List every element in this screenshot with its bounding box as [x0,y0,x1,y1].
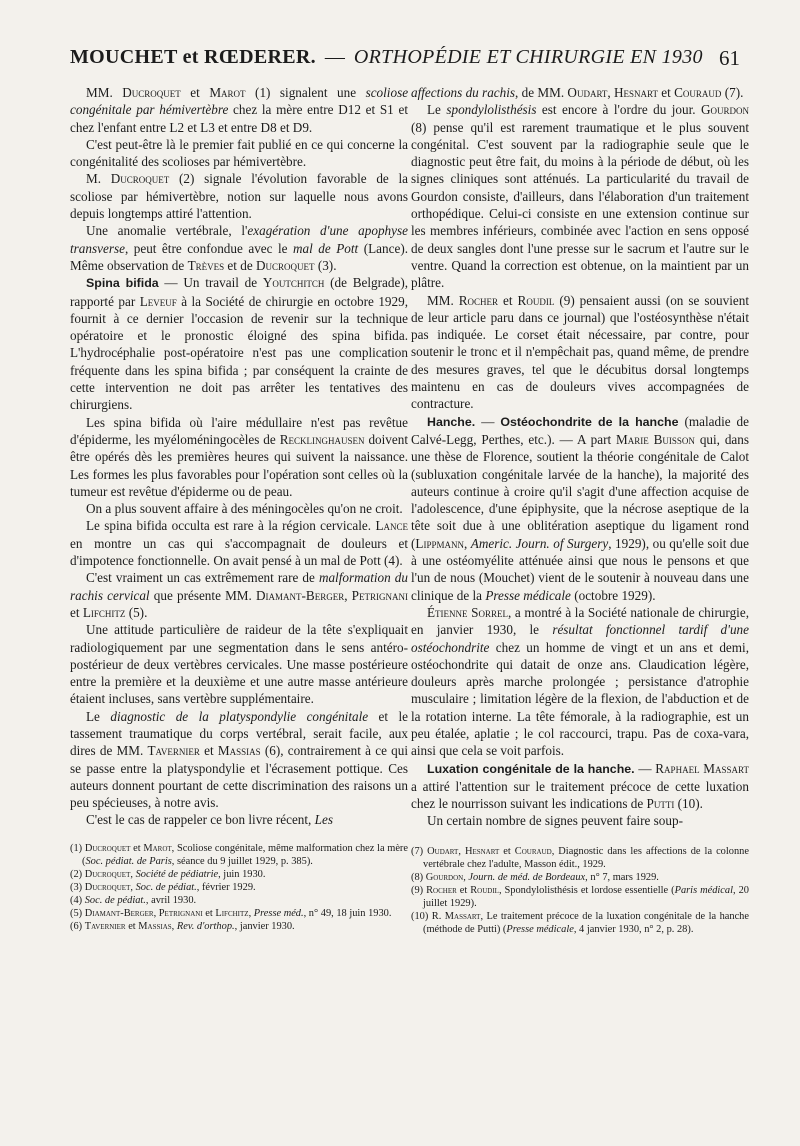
paragraph: Hanche. — Ostéochondrite de la hanche (maladie de Calvé-Legg, Perthes, etc.). — A part Marie Buisson qui, dans une thèse de Florence, soutient la théorie congénitale de Calot (subluxation congénitale larvée de la hanche), la majorité des auteurs continue à croire qu'il s'agit d'une affection acquise de l'adolescence, d'une épiphysite, que la nécrose aseptique de la tête soit due à une oblitération aseptique du ligament rond (Lippmann, Americ. Journ. of Surgery, 1929), ou qu'elle soit due à une ostéomyélite atténuée ainsi que nous le pensons et que l'un de nous (Mouchet) vient de le soutenir à nouveau dans une clinique de la Presse médicale (octobre 1929). [411,413,749,603]
footnote: (4) Soc. de pédiat., avril 1930. [70,895,197,907]
footnote: (10) R. Massart, Le traitement précoce de la luxation congénitale de la hanche (méthode de Putti) (Presse médicale, 4 janvier 1930, n° 2, p. 28). [411,911,749,936]
header-separator: — [324,46,345,68]
footnote: (1) Ducroquet et Marot, Scoliose congénitale, même malformation chez la mère (Soc. pédiat. de Paris, séance du 9 juillet 1929, p. 385). [70,842,408,867]
right-column [411,84,749,1142]
header-title: ORTHOPÉDIE ET CHIRURGIE EN 1930 [353,46,703,68]
paragraph: M. Ducroquet (2) signale l'évolution favorable de la scoliose par hémivertèbre, notion sur laquelle nous avons depuis longtemps attiré l'attention. [70,171,408,222]
footnote: (5) Diamant-Berger, Petrignani et Lifchitz, Presse méd., n° 49, 18 juin 1930. [70,908,392,920]
section-heading: Luxation congénitale de la hanche. [427,761,635,776]
section-heading: Hanche. [427,414,476,429]
paragraph: C'est vraiment un cas extrêmement rare de malformation du rachis cervical que présente MM. Diamant-Berger, Petrignani et Lifchitz (5). [70,570,408,620]
paragraph: Étienne Sorrel, a montré à la Société nationale de chirurgie, en janvier 1930, le résultat fonctionnel tardif d'une ostéochondrite chez un homme de vingt et un ans et demi, ostéochondrite qui datait de onze ans. Claudication légère, douleurs après marche prolongée ; persistance d'atrophie musculaire ; limitation légère de la flexion, de l'abduction et de la rotation interne. La tête fémorale, à la radiographie, est un peu étalée, aplatie ; le col raccourci, trapu. Pas de coxa-vara, ainsi que cela se voit parfois. [411,604,749,759]
paragraph: Une attitude particulière de raideur de la tête s'expliquait radiologiquement par une segmentation dans le sens antéro-postérieur de deux vertèbres cervicales. Une masse postérieure entre la première et la deuxième et une autre masse antérieure étaient incluses, sans vertèbre supplémentaire. [70,622,408,707]
paragraph: Le spina bifida occulta est rare à la région cervicale. Lance en montre un cas qui s'accompagnait de douleurs et d'impotence fonctionnelle. On avait pensé à un mal de Pott (4). [70,518,408,569]
footnote: (8) Gourdon, Journ. de méd. de Bordeaux, n° 7, mars 1929. [411,871,659,883]
section-subheading: Ostéochondrite de la hanche [500,414,679,429]
page-number: 61 [719,46,740,70]
paragraph: MM. Rocher et Roudil (9) pensaient aussi (on se souvient de leur article paru dans ce journal) que l'ostéosynthèse n'était pas indiquée. Le corset était nécessaire, par contre, pour soutenir le tronc et il n'empêchait pas, quand même, de prendre des mesures graves, tel que le décubitus dorsal longtemps maintenu en cas de douleurs vives accompagnées de contracture. [411,292,749,412]
footnote: (6) Tavernier et Massias, Rev. d'orthop., janvier 1930. [70,921,295,933]
footnote: (7) Oudart, Hesnart et Couraud, Diagnostic dans les affections de la colonne vertébrale chez l'adulte, Masson édit., 1929. [411,845,749,870]
section-heading: Spina bifida [86,276,159,291]
footnotes [411,845,749,937]
paragraph: Le spondylolisthésis est encore à l'ordre du jour. Gourdon (8) pense qu'il est rarement traumatique et le plus souvent congénital. C'est souvent par la radiographie seule que le diagnostic peut être fait, du moins à la période de début, où les signes cliniques sont atténués. La particularité du travail de Gourdon consiste, d'ailleurs, dans l'élaboration d'un traitement orthopédique. Celui-ci consiste en une extension continue sur les membres inférieurs, combinée avec l'action en sens opposé de deux sangles dont l'une presse sur le sacrum et l'autre sur le ventre. Quand la correction est obtenue, on la maintient par un plâtre. [411,102,749,291]
footnotes [70,842,408,934]
header-authors: MOUCHET et RŒDERER. [70,46,316,68]
paragraph: Luxation congénitale de la hanche. — Raphael Massart a attiré l'attention sur le traitement précoce de cette luxation chez le nourrisson suivant les indications de Putti (10). [411,760,749,812]
paragraph: Une anomalie vertébrale, l'exagération d'une apophyse transverse, peut être confondue avec le mal de Pott (Lance). Même observation de Trèves et de Ducroquet (3). [70,223,408,273]
footnote: (2) Ducroquet, Société de pédiatrie, juin 1930. [70,868,266,880]
paragraph: Spina bifida — Un travail de Youtchitch (de Belgrade), rapporté par Leveuf à la Société de chirurgie en octobre 1929, fournit à ce dernier l'occasion de revenir sur la technique opératoire et le pronostic éloigné des spina bifida. L'hydrocéphalie post-opératoire n'est pas une complication fréquente dans les spina bifida ; par conséquent la crainte de cette intervention ne doit pas arrêter les tentatives des chirurgiens. [70,275,408,413]
left-column [70,84,408,1142]
footnote: (9) Rocher et Roudil, Spondylolisthésis et lordose essentielle (Paris médical, 20 juillet 1929). [411,885,749,910]
paragraph: affections du rachis, de MM. Oudart, Hesnart et Couraud (7). [411,85,744,100]
paragraph: On a plus souvent affaire à des méningocèles qu'on ne croit. [86,501,403,517]
footnote: (3) Ducroquet, Soc. de pédiat., février 1929. [70,882,256,894]
paragraph: MM. Ducroquet et Marot (1) signalent une scoliose congénitale par hémivertèbre chez la mère entre D12 et S1 et chez l'enfant entre L2 et L3 et entre D8 et D9. [70,85,408,135]
paragraph: Les spina bifida où l'aire médullaire n'est pas revêtue d'épiderme, les myéloméningocèles de Recklinghausen doivent être opérés dès les premières heures qui suivent la naissance. Les formes les plus favorables pour l'opération sont celles où la tumeur est revêtue d'épiderme ou de peau. [70,414,408,499]
paragraph: C'est peut-être là le premier fait publié en ce qui concerne la congénitalité des scolioses par hémivertèbre. [70,136,408,170]
running-header [70,46,740,76]
paragraph: Le diagnostic de la platyspondylie congénitale et le tassement traumatique du corps vertébral, serait facile, aux dires de MM. Tavernier et Massias (6), contrairement à ce qui se passe entre la platyspondylie et l'écrasement pottique. Ces auteurs donnent pourtant de cette discrimination des raisons un peu spécieuses, à notre avis. [70,708,408,811]
paragraph: C'est le cas de rappeler ce bon livre récent, Les [86,812,333,828]
paragraph: Un certain nombre de signes peuvent faire soup- [427,813,683,829]
